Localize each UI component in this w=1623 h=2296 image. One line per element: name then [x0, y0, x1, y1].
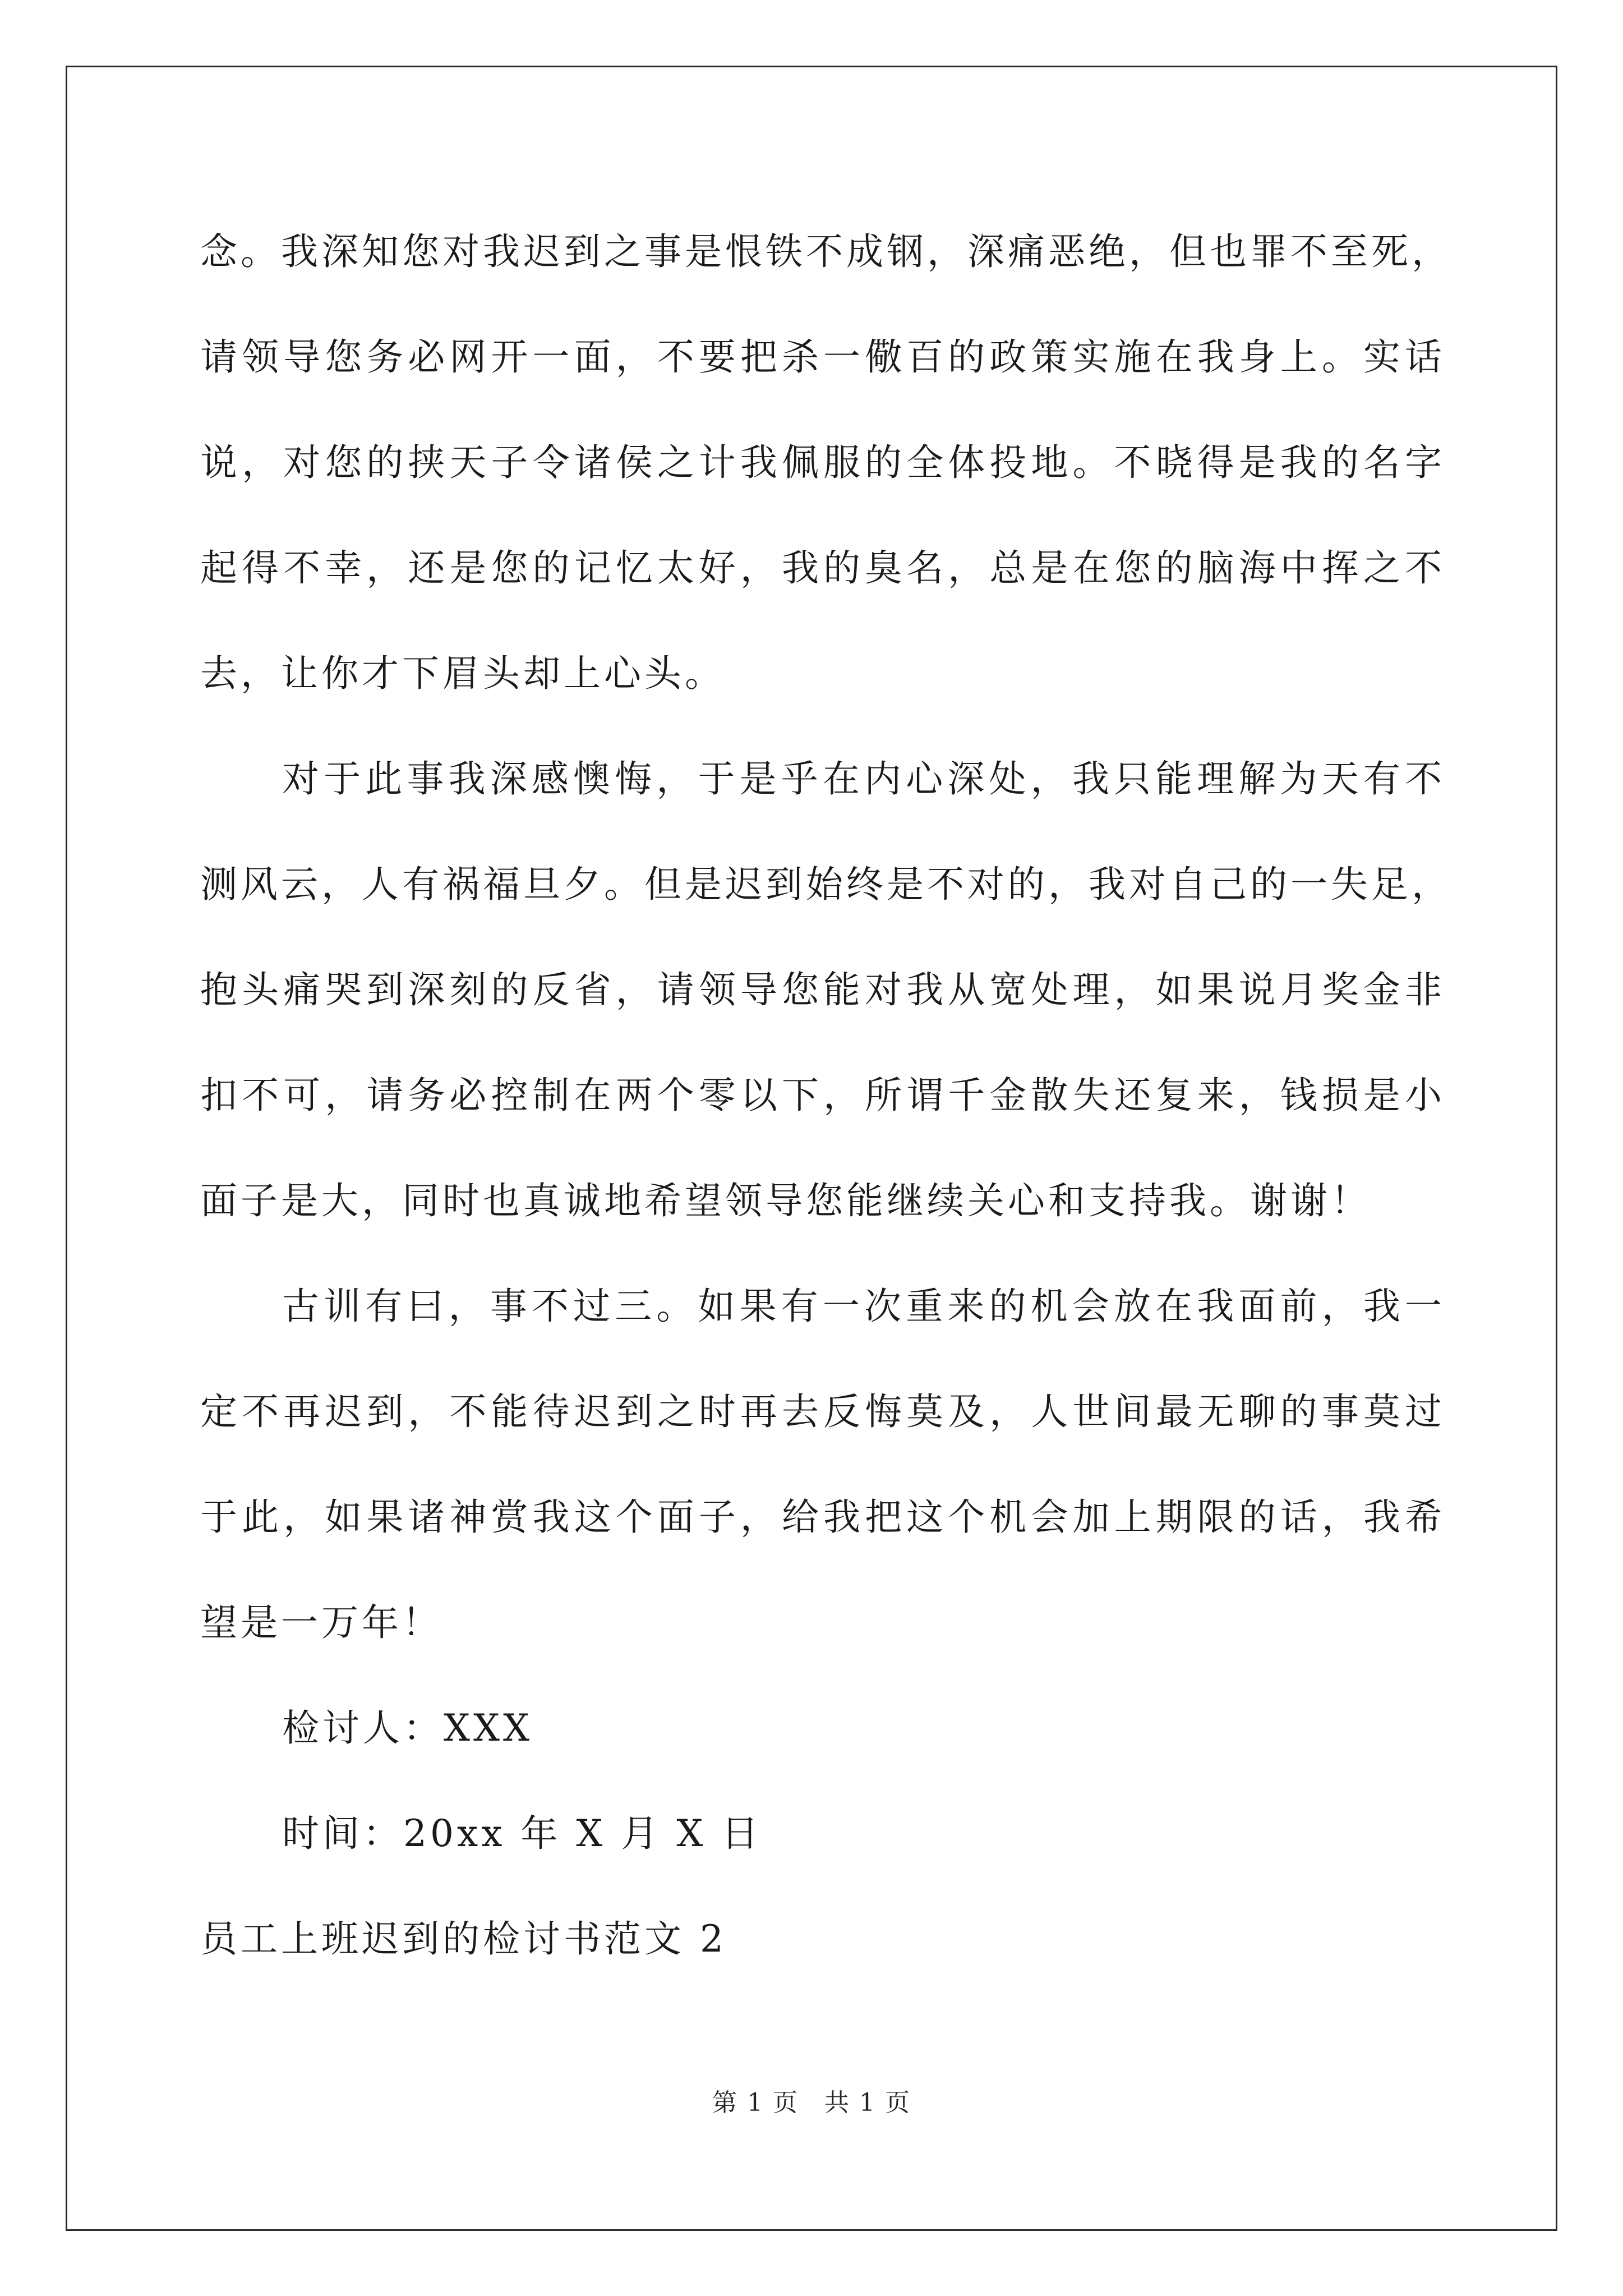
date-line: 时间：20xx 年 X 月 X 日 — [282, 1812, 762, 1855]
text-line: 抱头痛哭到深刻的反省，请领导您能对我从宽处理，如果说月奖金非 — [200, 968, 1445, 1011]
text-line: 去，让你才下眉头却上心头。 — [200, 652, 725, 695]
text-line: 望是一万年！ — [200, 1601, 442, 1644]
text-line: 念。我深知您对我迟到之事是恨铁不成钢，深痛恶绝，但也罪不至死， — [200, 230, 1452, 273]
signer-line: 检讨人：XXX — [282, 1706, 533, 1750]
document-body — [200, 199, 1452, 1992]
text-line: 对于此事我深感懊悔，于是乎在内心深处，我只能理解为天有不 — [282, 757, 1445, 800]
text-line: 请领导您务必网开一面，不要把杀一儆百的政策实施在我身上。实话 — [200, 335, 1445, 379]
text-line: 说，对您的挟天子令诸侯之计我佩服的全体投地。不晓得是我的名字 — [200, 441, 1445, 484]
text-line: 测风云，人有祸福旦夕。但是迟到始终是不对的，我对自己的一失足， — [200, 863, 1452, 906]
text-line: 扣不可，请务必控制在两个零以下，所谓千金散失还复来，钱损是小 — [200, 1074, 1445, 1117]
text-line: 面子是大，同时也真诚地希望领导您能继续关心和支持我。谢谢！ — [200, 1179, 1371, 1222]
text-line: 于此，如果诸神赏我这个面子，给我把这个机会加上期限的话，我希 — [200, 1496, 1445, 1539]
section-title: 员工上班迟到的检讨书范文 2 — [200, 1917, 727, 1961]
text-line: 起得不幸，还是您的记忆太好，我的臭名，总是在您的脑海中挥之不 — [200, 546, 1445, 590]
page-number-footer: 第 1 页 共 1 页 — [712, 2088, 911, 2117]
text-line: 定不再迟到，不能待迟到之时再去反悔莫及，人世间最无聊的事莫过 — [200, 1390, 1445, 1433]
text-line: 古训有曰，事不过三。如果有一次重来的机会放在我面前，我一 — [282, 1285, 1445, 1328]
